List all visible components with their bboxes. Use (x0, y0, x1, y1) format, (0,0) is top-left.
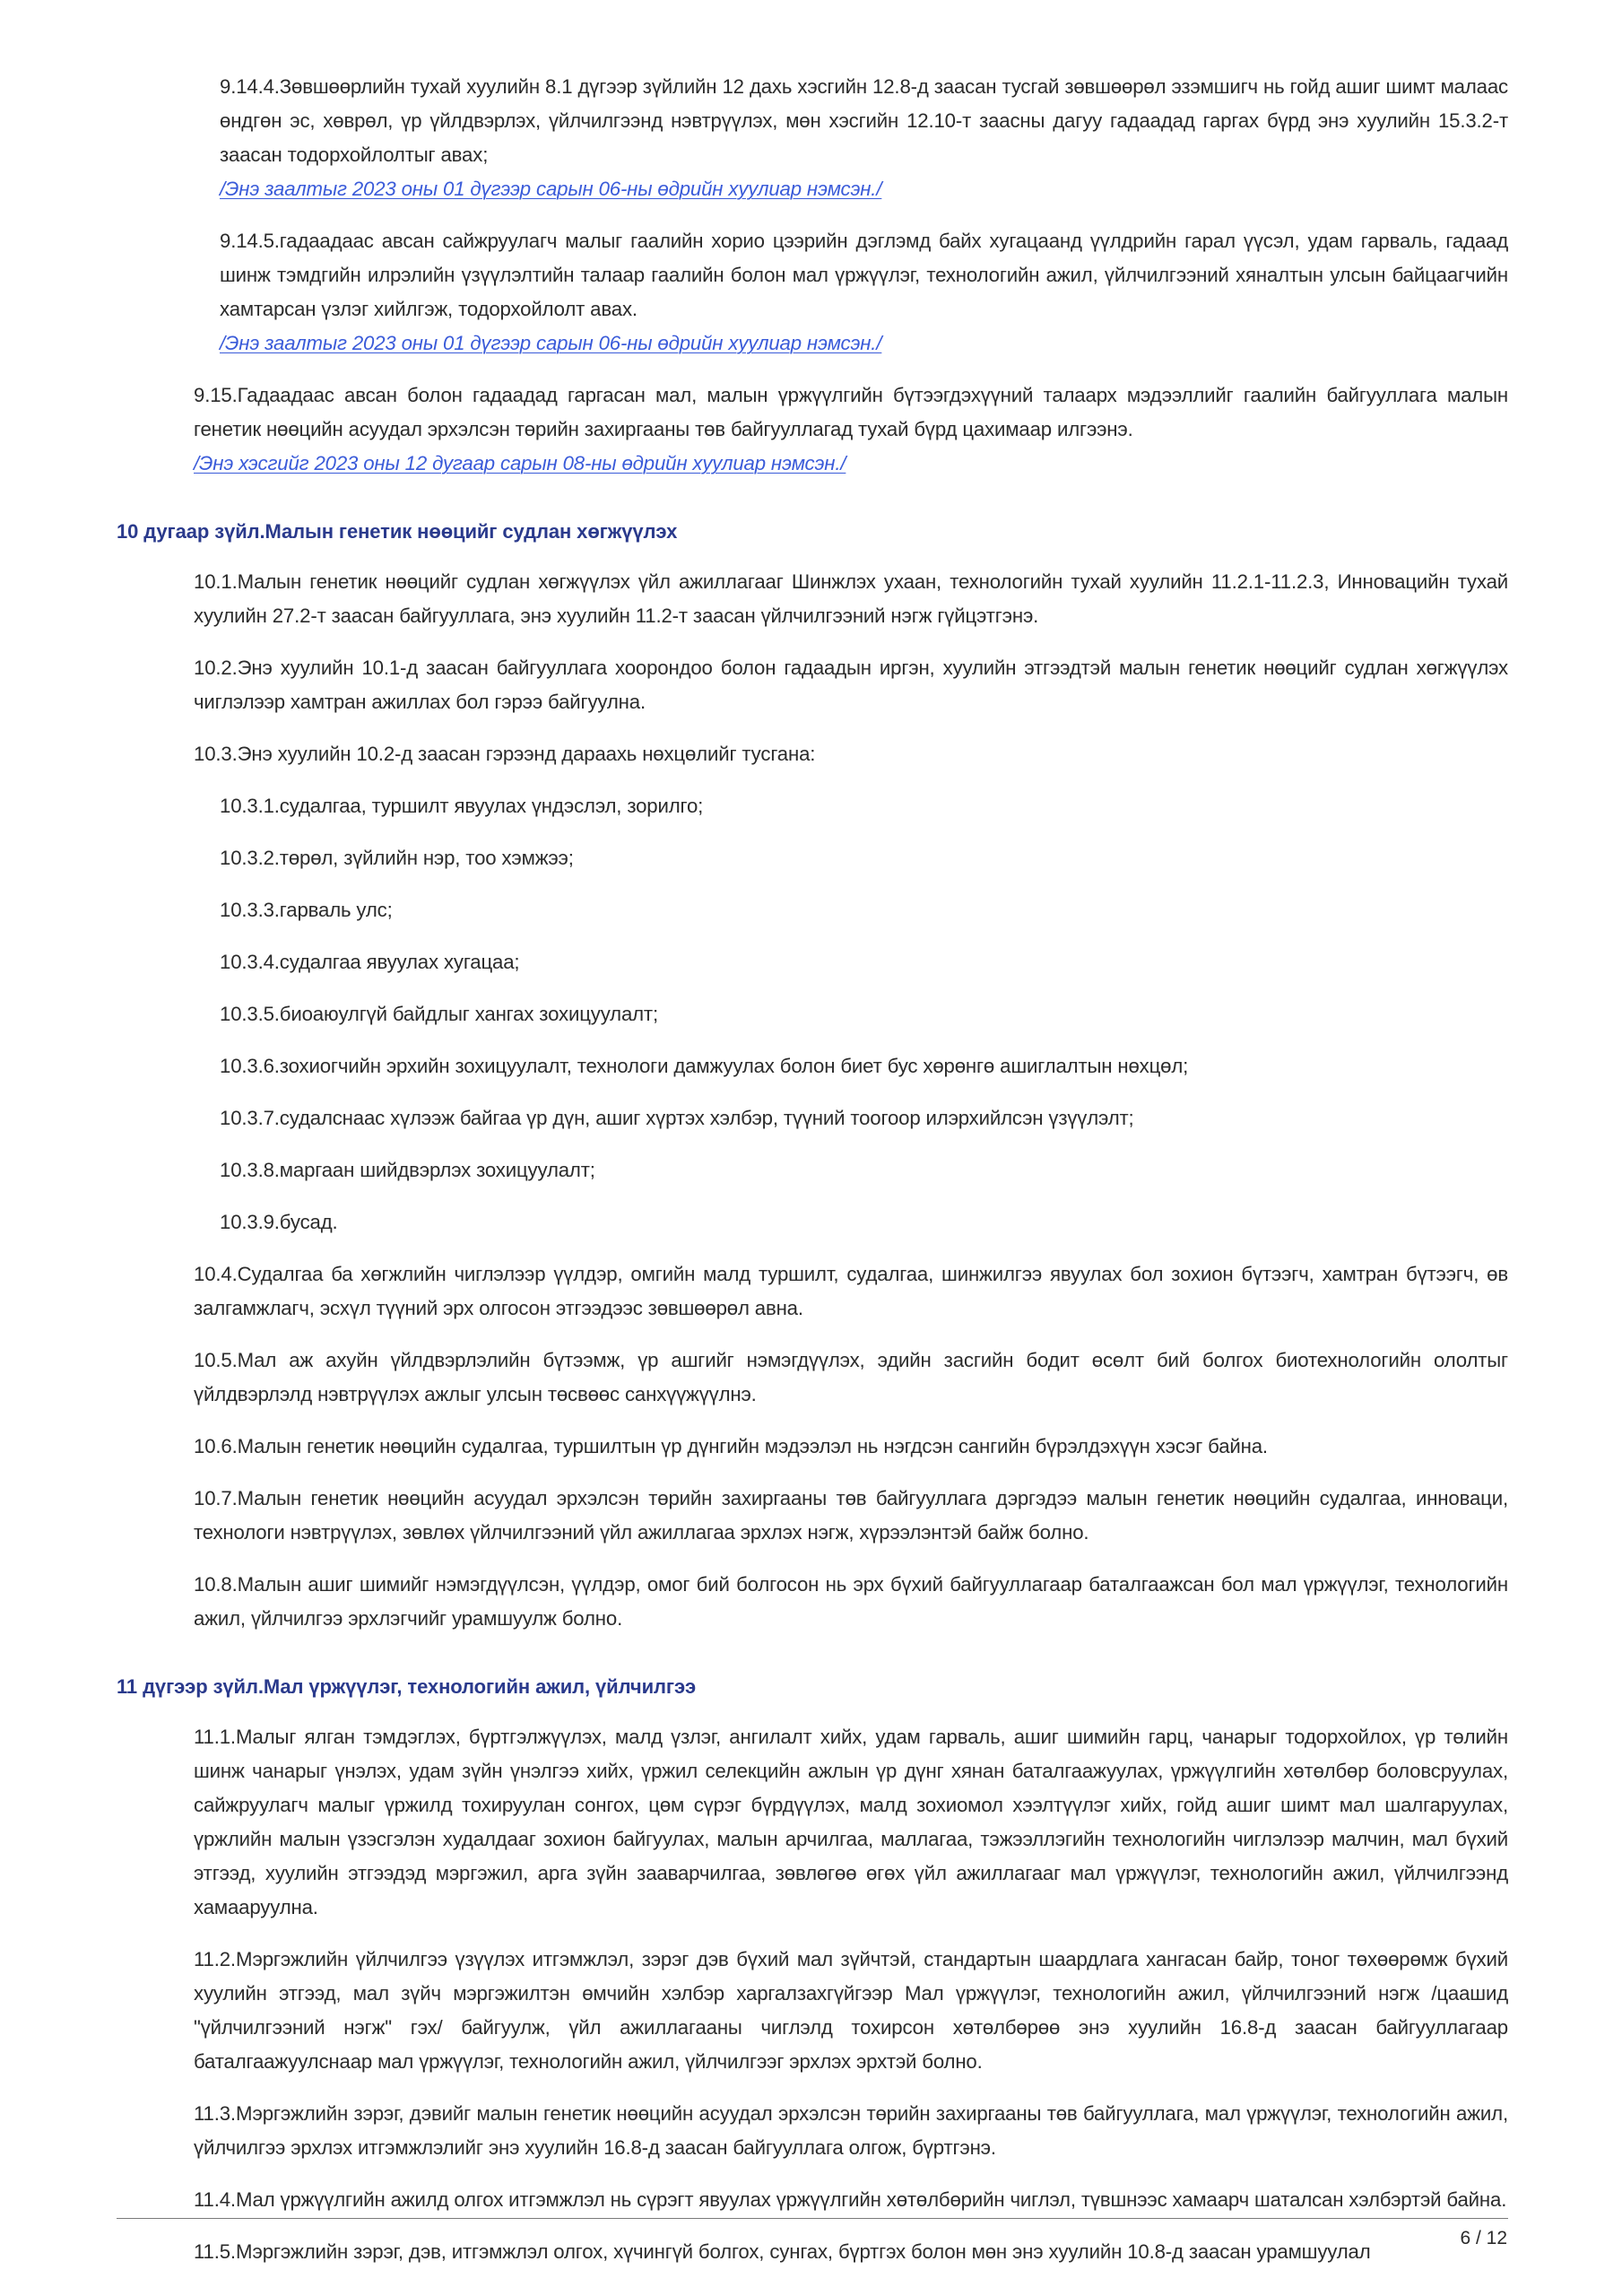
amendment-link[interactable]: /Энэ заалтыг 2023 оны 01 дүгээр сарын 06-ны өдрийн хуулиар нэмсэн./ (220, 178, 882, 200)
article-10-heading: 10 дугаар зүйл.Малын генетик нөөцийг судлан хөгжүүлэх (117, 520, 678, 543)
clause-10-2: 10.2.Энэ хуулийн 10.1-д заасан байгууллага хоорондоо болон гадаадын иргэн, хуулийн этгээдтэй малын генетик нөөцийг судлан хөгжүүлэх чиглэлээр хамтран ажиллах бол гэрээ байгуулна. (194, 657, 1508, 713)
clause-11-2: 11.2.Мэргэжлийн үйлчилгээ үзүүлэх итгэмжлэл, зэрэг дэв бүхий мал зүйчтэй, стандартын шаардлага хангасан байр, тоног төхөөрөмж бүхий хуулийн этгээд, мал зүйч мэргэжилтэн өмчийн хэлбэр харгалзахгүйгээр Мал үржүүлэг, технологийн ажил, үйлчилгээний нэгж /цаашид "үйлчилгээний нэгж" гэх/ байгуулж, үйл ажиллагааны чиглэлд тохирсон хөтөлбөрөө энэ хуулийн 16.8-д заасан байгууллагаар баталгаажуулснаар мал үржүүлэг, технологийн ажил, үйлчилгээг эрхлэх эрхтэй болно. (194, 1948, 1508, 2073)
clause-10-3-7: 10.3.7.судалснаас хүлээж байгаа үр дүн, ашиг хүртэх хэлбэр, түүний тоогоор илэрхийлсэн үзүүлэлт; (220, 1107, 1134, 1129)
clause-text: 9.14.4.Зөвшөөрлийн тухай хуулийн 8.1 дүгээр зүйлийн 12 дахь хэсгийн 12.8-д заасан тусгай зөвшөөрөл эзэмшигч нь гойд ашиг шимт малаас өндгөн эс, хөврөл, үр үйлдвэрлэх, үйлчилгээнд нэвтрүүлэх, мөн хэсгийн 12.10-т заасны дагуу гадаадад гаргах бүрд энэ хуулийн 15.3.2-т заасан тодорхойлолтыг авах; (220, 75, 1508, 166)
clause-10-1: 10.1.Малын генетик нөөцийг судлан хөгжүүлэх үйл ажиллагааг Шинжлэх ухаан, технологийн тухай хуулийн 11.2.1-11.2.3, Инновацийн тухай хуулийн 27.2-т заасан байгууллага, энэ хуулийн 11.2-т заасан үйлчилгээний нэгж гүйцэтгэнэ. (194, 570, 1508, 627)
clause-10-5: 10.5.Мал аж ахуйн үйлдвэрлэлийн бүтээмж, үр ашгийг нэмэгдүүлэх, эдийн засгийн бодит өсөлт бий болгох биотехнологийн ололтыг үйлдвэрлэлд нэвтрүүлэх ажлыг улсын төсвөөс санхүүжүүлнэ. (194, 1349, 1508, 1405)
clause-10-3-3: 10.3.3.гарваль улс; (220, 899, 393, 921)
clause-10-3-4: 10.3.4.судалгаа явуулах хугацаа; (220, 951, 520, 973)
clause-10-3-1: 10.3.1.судалгаа, туршилт явуулах үндэслэл, зорилго; (220, 795, 704, 817)
footer-divider (117, 2218, 1508, 2219)
clause-9-15 (194, 378, 1508, 481)
clause-11-3: 11.3.Мэргэжлийн зэрэг, дэвийг малын генетик нөөцийн асуудал эрхэлсэн төрийн захиргааны төв байгууллага, мал үржүүлэг, технологийн ажил, үйлчилгээ эрхлэх итгэмжлэлийг энэ хуулийн 16.8-д заасан байгууллага олгож, бүртгэнэ. (194, 2102, 1508, 2159)
clause-9-14-4 (220, 70, 1508, 206)
clause-10-3-2: 10.3.2.төрөл, зүйлийн нэр, тоо хэмжээ; (220, 847, 574, 869)
clause-10-3: 10.3.Энэ хуулийн 10.2-д заасан гэрээнд дараахь нөхцөлийг тусгана: (194, 743, 816, 765)
page-content (117, 70, 1508, 2269)
clause-10-3-5: 10.3.5.биоаюулгүй байдлыг хангах зохицуулалт; (220, 1003, 658, 1025)
clause-10-3-9: 10.3.9.бусад. (220, 1211, 338, 1233)
clause-10-3-8: 10.3.8.маргаан шийдвэрлэх зохицуулалт; (220, 1159, 595, 1181)
clause-11-4: 11.4.Мал үржүүлгийн ажилд олгох итгэмжлэл нь сүрэгт явуулах үржүүлгийн хөтөлбөрийн чиглэл, түвшнээс хамаарч шаталсан хэлбэртэй байна. (194, 2188, 1507, 2211)
clause-text: 9.15.Гадаадаас авсан болон гадаадад гаргасан мал, малын үржүүлгийн бүтээгдэхүүний талаарх мэдээллийг гаалийн байгууллага малын генетик нөөцийн асуудал эрхэлсэн төрийн захиргааны төв байгууллагад тухай бүрд цахимаар илгээнэ. (194, 384, 1508, 440)
clause-9-14-5 (220, 224, 1508, 361)
clause-10-6: 10.6.Малын генетик нөөцийн судалгаа, туршилтын үр дүнгийн мэдээлэл нь нэгдсэн сангийн бүрэлдэхүүн хэсэг байна. (194, 1435, 1268, 1457)
amendment-link[interactable]: /Энэ заалтыг 2023 оны 01 дүгээр сарын 06-ны өдрийн хуулиар нэмсэн./ (220, 332, 882, 354)
clause-text: 9.14.5.гадаадаас авсан сайжруулагч малыг гаалийн хорио цээрийн дэглэмд байх хугацаанд үүлдрийн гарал үүсэл, удам гарваль, гадаад шинж тэмдгийн илрэлийн үзүүлэлтийн талаар гаалийн болон мал үржүүлэг, технологийн ажил, үйлчилгээний хяналтын улсын байцаагчийн хамтарсан үзлэг хийлгэж, тодорхойлолт авах. (220, 230, 1508, 320)
clause-10-3-6: 10.3.6.зохиогчийн эрхийн зохицуулалт, технологи дамжуулах болон биет бус хөрөнгө ашиглалтын нөхцөл; (220, 1055, 1189, 1077)
clause-10-4: 10.4.Судалгаа ба хөгжлийн чиглэлээр үүлдэр, омгийн малд туршилт, судалгаа, шинжилгээ явуулах бол зохион бүтээгч, хамтран бүтээгч, өв залгамжлагч, эсхүл түүний эрх олгосон этгээдээс зөвшөөрөл авна. (194, 1263, 1508, 1319)
page-number: 6 / 12 (1460, 2228, 1507, 2248)
clause-10-7: 10.7.Малын генетик нөөцийн асуудал эрхэлсэн төрийн захиргааны төв байгууллага дэргэдээ малын генетик нөөцийн судалгаа, инноваци, технологи нэвтрүүлэх, зөвлөх үйлчилгээний үйл ажиллагаа эрхлэх нэгж, хүрээлэнтэй байж болно. (194, 1487, 1508, 1544)
clause-11-5: 11.5.Мэргэжлийн зэрэг, дэв, итгэмжлэл олгох, хүчингүй болгох, сунгах, бүртгэх болон мөн энэ хуулийн 10.8-д заасан урамшуулал (194, 2240, 1371, 2263)
clause-10-8: 10.8.Малын ашиг шимийг нэмэгдүүлсэн, үүлдэр, омог бий болгосон нь эрх бүхий байгууллагаар баталгаажсан бол мал үржүүлэг, технологийн ажил, үйлчилгээ эрхлэгчийг урамшуулж болно. (194, 1573, 1508, 1630)
clause-11-1: 11.1.Малыг ялган тэмдэглэх, бүртгэлжүүлэх, малд үзлэг, ангилалт хийх, удам гарваль, ашиг шимийн гарц, чанарыг тодорхойлох, үр төлийн шинж чанарыг үнэлэх, удам зүйн үнэлгээ хийх, үржил селекцийн ажлын үр дүнг хянан баталгаажуулах, үржүүлгийн хөтөлбөр боловсруулах, сайжруулагч малыг үржилд тохируулан сонгох, цөм сүрэг бүрдүүлэх, малд зохиомол хээлтүүлэг хийх, гойд ашиг шимт мал шалгаруулах, үржлийн малын үзэсгэлэн худалдааг зохион байгуулах, малын арчилгаа, маллагаа, тэжээллэгийн технологийн чиглэлээр малчин, мал бүхий этгээд, хуулийн этгээдэд мэргэжил, арга зүйн зааварчилгаа, зөвлөгөө өгөх үйл ажиллагааг мал үржүүлэг, технологийн ажил, үйлчилгээнд хамааруулна. (194, 1726, 1508, 1918)
article-11-heading: 11 дүгээр зүйл.Мал үржүүлэг, технологийн ажил, үйлчилгээ (117, 1675, 697, 1698)
amendment-link[interactable]: /Энэ хэсгийг 2023 оны 12 дугаар сарын 08-ны өдрийн хуулиар нэмсэн./ (194, 452, 846, 474)
